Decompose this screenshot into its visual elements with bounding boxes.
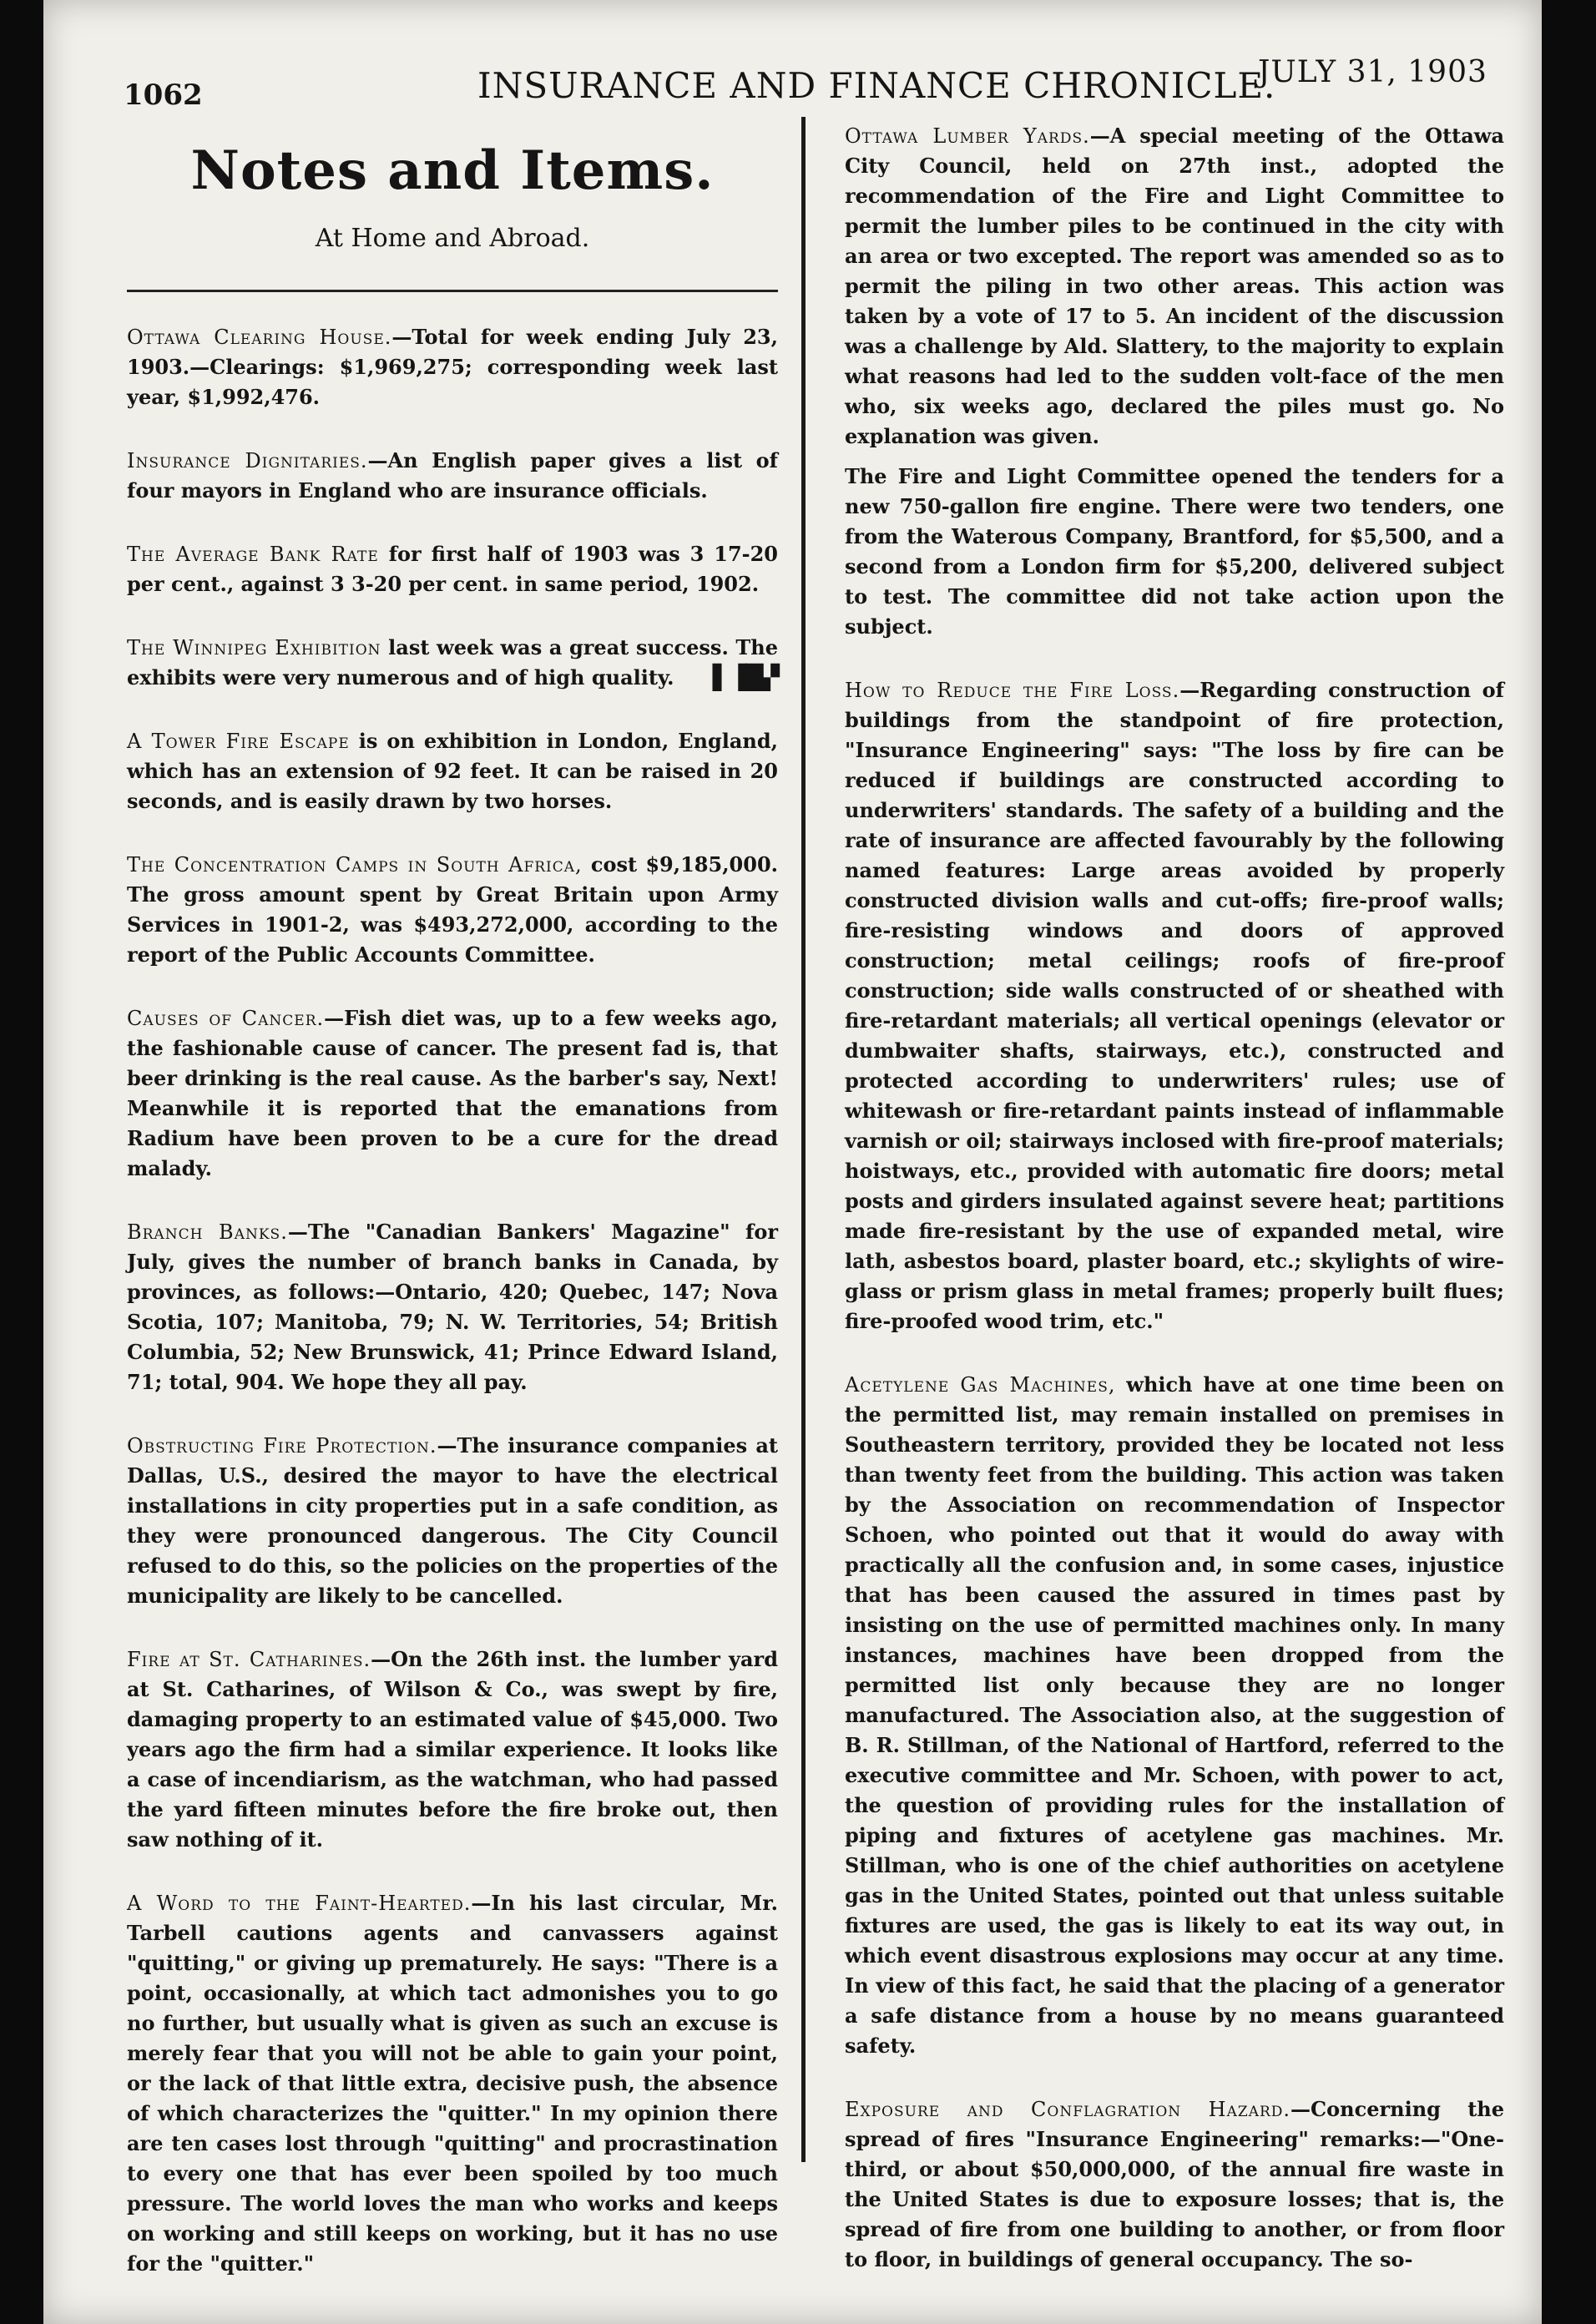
item-lead: The Winnipeg Exhibition: [127, 636, 381, 660]
news-item: [127, 446, 778, 506]
item-text: —A special meeting of the Ottawa City Council, held on 27th inst., adopted the recommendation of the Fire and Light Committee to permit the lumber piles to be continued in the city with an area or two excepted. The report was amended so as to permit the piling in two other areas. This action was taken by a vote of 17 to 5. An incident of the discussion was a challenge by Ald. Slattery, to the majority to explain what reasons had led to the sudden volt-face of the men who, six weeks ago, declared the piles must go. No explanation was given.: [845, 124, 1504, 448]
item-lead: How to Reduce the Fire Loss.: [845, 679, 1180, 702]
item-text: —On the 26th inst. the lumber yard at St. Catharines, of Wilson & Co., was swept by fire, damaging property to an estimated value of $45,000. Two years ago the firm had a similar experience. It looks like a case of incendiarism, as the watchman, who had passed the yard fifteen minutes before the fire broke out, then saw nothing of it.: [127, 1647, 778, 1852]
news-item: [127, 1644, 778, 1855]
item-lead: Ottawa Lumber Yards.: [845, 124, 1090, 148]
item-text: —An English paper gives a list of four mayors in England who are insurance officials.: [127, 448, 779, 503]
item-text: is on exhibition in London, England, which has an extension of 92 feet. It can be raised in 20 seconds, and is easily drawn by two horses.: [127, 729, 778, 814]
issue-date: JULY 31, 1903: [1258, 55, 1487, 89]
news-item: [845, 462, 1504, 642]
item-lead: A Word to the Faint-Hearted.: [127, 1892, 472, 1916]
item-lead: Causes of Cancer.: [127, 1007, 325, 1031]
journal-title: INSURANCE AND FINANCE CHRONICLE.: [477, 65, 1276, 106]
printer-ornament-icon: ▌▐█▞: [712, 664, 778, 692]
item-lead: Fire at St. Catharines.: [127, 1648, 371, 1672]
news-item: [127, 633, 778, 693]
section-title: Notes and Items.: [190, 139, 715, 202]
news-item: [845, 1370, 1504, 2061]
item-text: —The "Canadian Bankers' Magazine" for July, gives the number of branch banks in Canada, by provinces, as follows:—Ontario, 420; Quebec, 147; Nova Scotia, 107; Manitoba, 79; N. W. Territories, 54; British Columbia, 52; New Brunswick, 41; Prince Edward Island, 71; total, 904. We hope they all pay.: [127, 1220, 778, 1395]
news-item: [127, 539, 778, 599]
page-header: [43, 32, 1542, 112]
item-text: —Total for week ending July 23, 1903.—Clearings: $1,969,275; corresponding week last year, $1,992,476.: [127, 325, 778, 410]
page-number: 1062: [124, 78, 203, 112]
item-text: —In his last circular, Mr. Tarbell cautions agents and canvassers against "quitting," or giving up prematurely. He says: "There is a point, occasionally, at which tact admonishes you to go no further, but usually what is given as such an excuse is merely fear that you will not be able to gain your point, or the lack of that little extra, decisive push, the absence of which characterizes the "quitter." In my opinion there are ten cases lost through "quitting" and procrastination to every one that has ever been spoiled by too much pressure. The world loves the man who works and keeps on working and still keeps on working, but it has no use for the "quitter.": [127, 1891, 778, 2276]
item-lead: Branch Banks.: [127, 1220, 288, 1245]
news-item: [127, 726, 778, 816]
news-item: [127, 1888, 778, 2279]
item-lead: The Concentration Camps in South Africa,: [127, 853, 583, 877]
newspaper-page: [43, 0, 1542, 2324]
news-item: [127, 850, 778, 970]
left-column: [127, 139, 779, 2312]
item-lead: Exposure and Conflagration Hazard.: [845, 2098, 1291, 2121]
item-text: —Fish diet was, up to a few weeks ago, the fashionable cause of cancer. The present fad is, that beer drinking is the real cause. As the barber's say, Next! Meanwhile it is reported that the emanations from Radium have been proven to be a cure for the dread malady.: [127, 1006, 778, 1181]
item-text: for first half of 1903 was 3 17-20 per cent., against 3 3-20 per cent. in same period, 1902.: [127, 542, 779, 597]
news-item: [127, 1217, 778, 1397]
item-lead: Obstructing Fire Protection.: [127, 1434, 437, 1458]
heading-rule: [127, 290, 778, 292]
item-lead: Ottawa Clearing House.: [127, 326, 392, 350]
news-item: [127, 322, 778, 412]
column-divider: [801, 117, 806, 2162]
item-lead: A Tower Fire Escape: [127, 730, 350, 754]
news-item: [127, 1431, 778, 1611]
news-item: [845, 121, 1504, 452]
item-text: which have at one time been on the permitted list, may remain installed on premises in Southeastern territory, provided they be located not less than twenty feet from the building. This action was taken by the Association on recommendation of Inspector Schoen, who pointed out that it would do away with practically all the confusion and, in some cases, injustice that has been caused the assured in times past by insisting on the use of permitted machines only. In many instances, machines have been dropped from the permitted list only because they are no longer manufactured. The Association also, at the suggestion of B. R. Stillman, of the National of Hartford, referred to the executive committee and Mr. Schoen, with power to act, the question of providing rules for the installation of piping and fixtures of acetylene gas machines. Mr. Stillman, who is one of the chief authorities on acetylene gas in the United States, pointed out that unless suitable fixtures are used, the gas is likely to eat its way out, in which event disastrous explosions may occur at any time. In view of this fact, he said that the placing of a generator a safe distance from a house by no means guaranteed safety.: [845, 1372, 1504, 2058]
item-text: —The insurance companies at Dallas, U.S., desired the mayor to have the electrical installations in city properties put in a safe condition, as they were pronounced dangerous. The City Council refused to do this, so the policies on the properties of the municipality are likely to be cancelled.: [127, 1433, 778, 1609]
item-text: last week was a great success. The exhibits were very numerous and of high quality.: [127, 635, 778, 690]
item-lead: The Average Bank Rate: [127, 543, 379, 567]
item-lead: Insurance Dignitaries.: [127, 449, 368, 473]
item-text: The Fire and Light Committee opened the tenders for a new 750-gallon fire engine. There were two tenders, one from the Waterous Company, Brantford, for $5,500, and a second from a London firm for $5,200, delivered subject to test. The committee did not take action upon the subject.: [845, 464, 1504, 639]
news-item: [845, 675, 1504, 1336]
right-column: [845, 121, 1504, 2308]
item-text: —Regarding construction of buildings from the standpoint of fire protection, "Insurance Engineering" says: "The loss by fire can be reduced if buildings are constructed according to underwriters' standards. The safety of a building and the rate of insurance are affected favourably by the following named features: Large areas avoided by properly constructed division walls and cut-offs; fire-proof walls; fire-resisting windows and doors of approved construction; metal ceilings; roofs of fire-proof construction; side walls constructed of or sheathed with fire-retardant materials; all vertical openings (elevator or dumbwaiter shafts, stairways, etc.), constructed and protected according to underwriters' rules; use of whitewash or fire-retardant paints instead of inflammable varnish or oil; stairways inclosed with fire-proof materials; hoistways, etc., provided with automatic fire doors; metal posts and girders insulated against severe heat; partitions made fire-resistant by the use of expanded metal, wire lath, asbestos board, plaster board, etc.; skylights of wire-glass or prism glass in metal frames; properly built flues; fire-proofed wood trim, etc.": [845, 678, 1504, 1333]
item-text: cost $9,185,000. The gross amount spent by Great Britain upon Army Services in 1901-2, was $493,272,000, according to the report of the Public Accounts Committee.: [127, 852, 779, 967]
item-text: —Concerning the spread of fires "Insurance Engineering" remarks:—"One-third, or about $50,000,000, of the annual fire waste in the United States is due to exposure losses; that is, the spread of fire from one building to another, or from floor to floor, in buildings of general occupancy. The so-: [845, 2097, 1504, 2271]
item-lead: Acetylene Gas Machines,: [845, 1373, 1116, 1397]
section-heading: [127, 139, 778, 292]
section-subtitle: At Home and Abroad.: [315, 224, 590, 254]
news-item: [845, 2094, 1504, 2275]
news-item: [127, 1003, 778, 1184]
